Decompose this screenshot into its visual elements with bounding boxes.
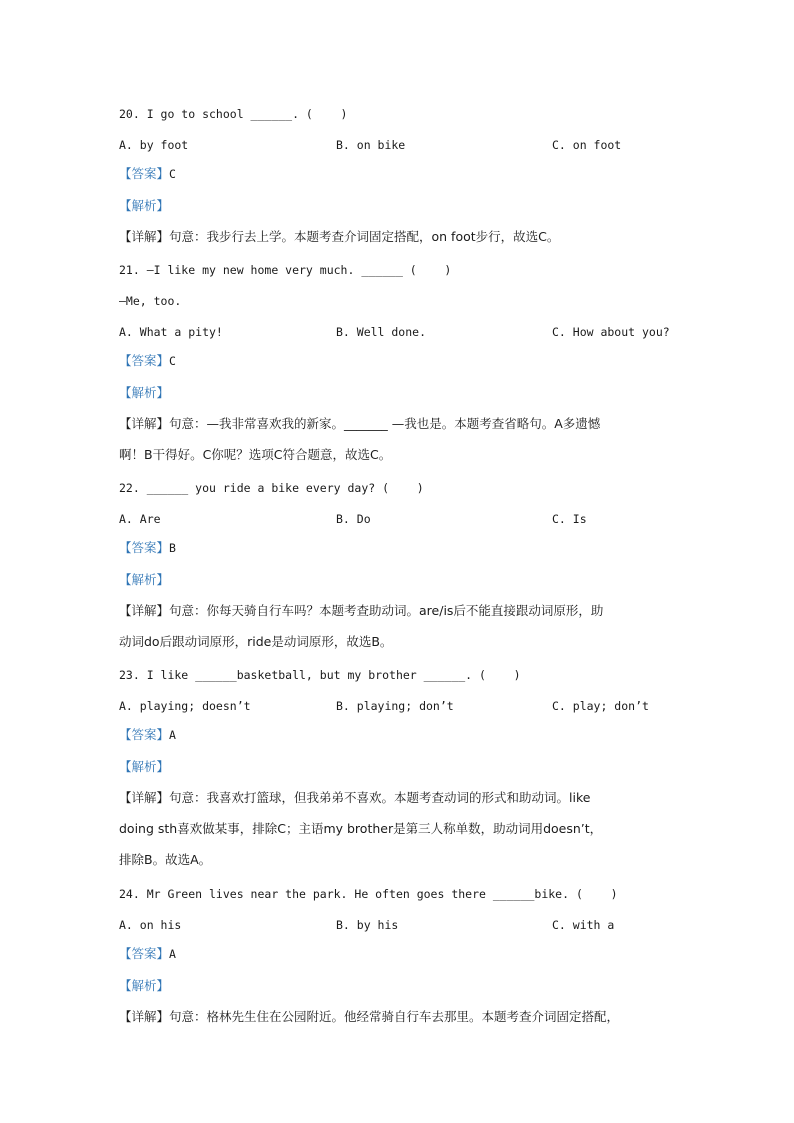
detail-tag: 【详解】 bbox=[119, 603, 170, 618]
answer-line bbox=[119, 725, 176, 745]
option-a: A. Are bbox=[119, 512, 161, 526]
analysis-tag: 【解析】 bbox=[119, 978, 170, 993]
question-stem-reply: —Me, too. bbox=[119, 294, 182, 308]
detail-line: 啊！B干得好。C你呢？选项C符合题意，故选C。 bbox=[119, 447, 392, 462]
detail-tag: 【详解】 bbox=[119, 1009, 170, 1024]
answer-tag: 【答案】 bbox=[119, 540, 170, 555]
answer-line bbox=[119, 351, 176, 371]
question-stem: 23. I like ______basketball, but my brother ______. ( ) bbox=[119, 668, 521, 682]
option-c: C. How about you? bbox=[552, 325, 670, 339]
answer-tag: 【答案】 bbox=[119, 946, 170, 961]
answer-tag: 【答案】 bbox=[119, 166, 170, 181]
analysis-tag: 【解析】 bbox=[119, 759, 170, 774]
question-stem: 20. I go to school ______. ( ) bbox=[119, 107, 348, 121]
option-c: C. with a bbox=[552, 918, 615, 932]
detail-line bbox=[119, 227, 559, 247]
answer-line bbox=[119, 164, 176, 184]
option-c: C. Is bbox=[552, 512, 587, 526]
answer-line bbox=[119, 538, 176, 558]
answer-value: A bbox=[169, 947, 176, 961]
detail-line: 排除B。故选A。 bbox=[119, 852, 212, 867]
detail-line: doing sth喜欢做某事，排除C；主语my brother是第三人称单数，助动词用doesn’t， bbox=[119, 821, 603, 836]
answer-value: A bbox=[169, 728, 176, 742]
option-c: C. play; don’t bbox=[552, 699, 649, 713]
question-stem: 21. —I like my new home very much. ______ ( ) bbox=[119, 263, 452, 277]
detail-tag: 【详解】 bbox=[119, 229, 170, 244]
answer-value: B bbox=[169, 541, 176, 555]
detail-text: 句意：格林先生住在公园附近。他经常骑自行车去那里。本题考查介词固定搭配， bbox=[169, 1009, 620, 1024]
detail-line: 动词do后跟动词原形，ride是动词原形，故选B。 bbox=[119, 634, 393, 649]
option-b: B. on bike bbox=[336, 138, 406, 152]
analysis-tag-line bbox=[119, 757, 169, 777]
detail-text: 句意：你每天骑自行车吗？本题考查助动词。are/is后不能直接跟动词原形，助 bbox=[169, 603, 604, 618]
detail-tag: 【详解】 bbox=[119, 416, 170, 431]
analysis-tag: 【解析】 bbox=[119, 198, 170, 213]
detail-text: 句意：我步行去上学。本题考查介词固定搭配，on foot步行，故选C。 bbox=[169, 229, 560, 244]
detail-line bbox=[119, 788, 590, 808]
analysis-tag: 【解析】 bbox=[119, 385, 170, 400]
answer-value: C bbox=[169, 167, 176, 181]
analysis-tag-line bbox=[119, 196, 169, 216]
option-a: A. What a pity! bbox=[119, 325, 223, 339]
option-a: A. by foot bbox=[119, 138, 189, 152]
option-b: B. Do bbox=[336, 512, 371, 526]
detail-line bbox=[119, 414, 600, 434]
answer-tag: 【答案】 bbox=[119, 727, 170, 742]
question-stem: 22. ______ you ride a bike every day? ( ) bbox=[119, 481, 424, 495]
analysis-tag-line bbox=[119, 570, 169, 590]
answer-line bbox=[119, 944, 176, 964]
analysis-tag-line bbox=[119, 976, 169, 996]
question-stem: 24. Mr Green lives near the park. He often goes there ______bike. ( ) bbox=[119, 887, 618, 901]
option-a: A. on his bbox=[119, 918, 182, 932]
answer-tag: 【答案】 bbox=[119, 353, 170, 368]
option-b: B. Well done. bbox=[336, 325, 427, 339]
analysis-tag: 【解析】 bbox=[119, 572, 170, 587]
detail-line bbox=[119, 1007, 619, 1027]
detail-text: 句意：我喜欢打篮球，但我弟弟不喜欢。本题考查动词的形式和助动词。like bbox=[169, 790, 591, 805]
analysis-tag-line bbox=[119, 383, 169, 403]
answer-value: C bbox=[169, 354, 176, 368]
option-b: B. playing; don’t bbox=[336, 699, 454, 713]
detail-tag: 【详解】 bbox=[119, 790, 170, 805]
option-c: C. on foot bbox=[552, 138, 622, 152]
detail-line bbox=[119, 601, 603, 621]
detail-text: 句意：—我非常喜欢我的新家。_______ —我也是。本题考查省略句。A多遗憾 bbox=[169, 416, 601, 431]
option-b: B. by his bbox=[336, 918, 399, 932]
option-a: A. playing; doesn’t bbox=[119, 699, 251, 713]
